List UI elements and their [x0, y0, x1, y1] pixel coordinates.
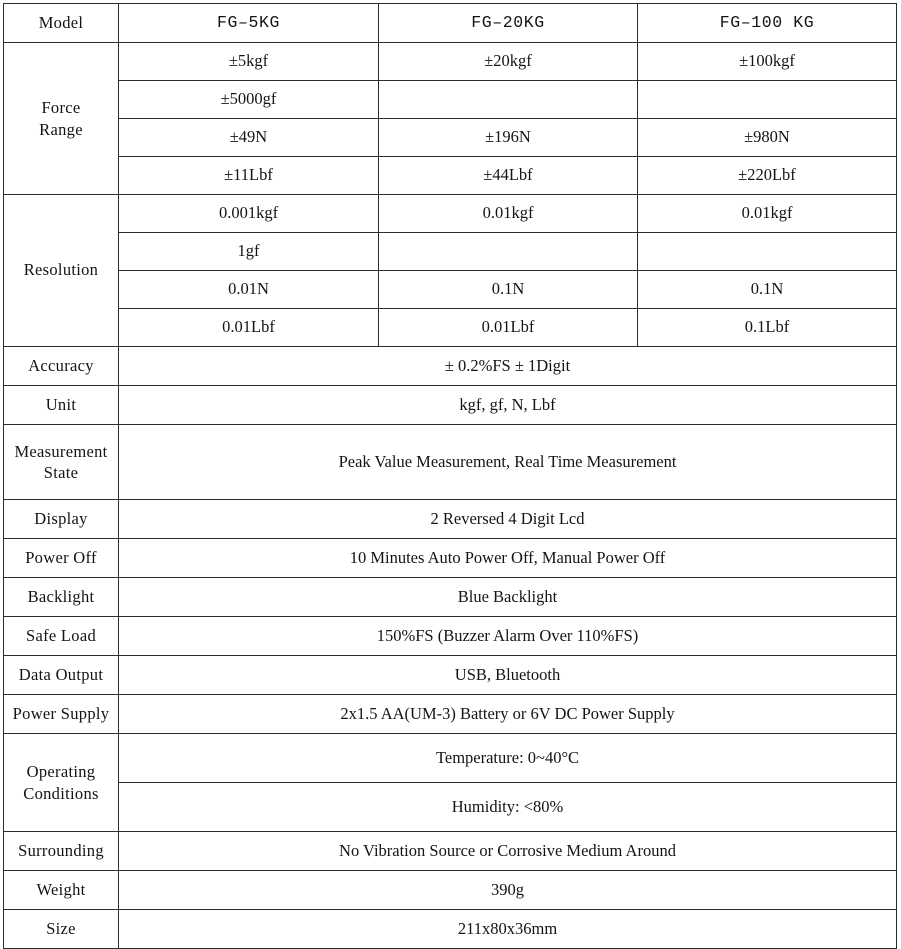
resolution-r4-c1: 0.01Lbf: [119, 309, 379, 347]
row-label-safe-load: Safe Load: [4, 617, 119, 656]
force-range-r1-c3: ±100kgf: [638, 43, 897, 81]
resolution-r4-c2: 0.01Lbf: [379, 309, 638, 347]
row-label-weight: Weight: [4, 871, 119, 910]
force-range-r2-c1: ±5000gf: [119, 81, 379, 119]
force-range-r2-c3: [638, 81, 897, 119]
resolution-r1-c1: 0.001kgf: [119, 195, 379, 233]
row-label-measurement-state: [4, 425, 119, 500]
resolution-r1-c2: 0.01kgf: [379, 195, 638, 233]
surrounding-value: No Vibration Source or Corrosive Medium Around: [119, 832, 897, 871]
row-label-force-range: [4, 43, 119, 195]
force-range-r3-c2: ±196N: [379, 119, 638, 157]
resolution-r3-c3: 0.1N: [638, 271, 897, 309]
row-label-size: Size: [4, 910, 119, 949]
operating-conditions-temperature: Temperature: 0~40°C: [119, 734, 897, 783]
table-row-force-range-2: [4, 81, 897, 119]
force-range-label-line2: Range: [39, 119, 83, 139]
table-row-display: [4, 500, 897, 539]
display-value: 2 Reversed 4 Digit Lcd: [119, 500, 897, 539]
resolution-r2-c3: [638, 233, 897, 271]
row-label-resolution: Resolution: [4, 195, 119, 347]
resolution-r3-c2: 0.1N: [379, 271, 638, 309]
row-label-surrounding: Surrounding: [4, 832, 119, 871]
weight-value: 390g: [119, 871, 897, 910]
table-row-force-range-4: [4, 157, 897, 195]
row-label-power-off: Power Off: [4, 539, 119, 578]
row-label-unit: Unit: [4, 386, 119, 425]
row-label-data-output: Data Output: [4, 656, 119, 695]
measurement-state-value: Peak Value Measurement, Real Time Measurement: [119, 425, 897, 500]
force-range-r4-c2: ±44Lbf: [379, 157, 638, 195]
table-row-resolution-4: [4, 309, 897, 347]
table-row-data-output: [4, 656, 897, 695]
force-range-label-line1: Force: [41, 98, 81, 118]
force-range-r2-c2: [379, 81, 638, 119]
row-label-operating-conditions: [4, 734, 119, 832]
table-row-model: [4, 4, 897, 43]
resolution-r1-c3: 0.01kgf: [638, 195, 897, 233]
table-row-power-supply: [4, 695, 897, 734]
table-row-surrounding: [4, 832, 897, 871]
operating-conditions-label-line1: Operating: [26, 762, 96, 782]
specification-table: [3, 3, 897, 949]
model-fg20kg: FG‒20KG: [379, 4, 638, 43]
resolution-r2-c1: 1gf: [119, 233, 379, 271]
table-row-weight: [4, 871, 897, 910]
table-row-force-range-3: [4, 119, 897, 157]
accuracy-value: ± 0.2%FS ± 1Digit: [119, 347, 897, 386]
table-row-measurement-state: [4, 425, 897, 500]
table-row-safe-load: [4, 617, 897, 656]
row-label-model: Model: [4, 4, 119, 43]
row-label-display: Display: [4, 500, 119, 539]
row-label-backlight: Backlight: [4, 578, 119, 617]
backlight-value: Blue Backlight: [119, 578, 897, 617]
size-value: 211x80x36mm: [119, 910, 897, 949]
row-label-accuracy: Accuracy: [4, 347, 119, 386]
force-range-r4-c3: ±220Lbf: [638, 157, 897, 195]
safe-load-value: 150%FS (Buzzer Alarm Over 110%FS): [119, 617, 897, 656]
model-fg100kg: FG‒100 KG: [638, 4, 897, 43]
table-row-power-off: [4, 539, 897, 578]
operating-conditions-humidity: Humidity: <80%: [119, 783, 897, 832]
resolution-r3-c1: 0.01N: [119, 271, 379, 309]
power-off-value: 10 Minutes Auto Power Off, Manual Power Off: [119, 539, 897, 578]
table-row-size: [4, 910, 897, 949]
measurement-state-label-line1: Measurement: [14, 441, 108, 461]
table-row-backlight: [4, 578, 897, 617]
data-output-value: USB, Bluetooth: [119, 656, 897, 695]
force-range-r1-c1: ±5kgf: [119, 43, 379, 81]
force-range-r3-c1: ±49N: [119, 119, 379, 157]
row-label-power-supply: Power Supply: [4, 695, 119, 734]
force-range-r1-c2: ±20kgf: [379, 43, 638, 81]
table-row-accuracy: [4, 347, 897, 386]
table-row-operating-conditions-temperature: [4, 734, 897, 783]
table-row-force-range-1: [4, 43, 897, 81]
unit-value: kgf, gf, N, Lbf: [119, 386, 897, 425]
table-row-resolution-3: [4, 271, 897, 309]
power-supply-value: 2x1.5 AA(UM-3) Battery or 6V DC Power Supply: [119, 695, 897, 734]
measurement-state-label-line2: State: [43, 463, 79, 482]
resolution-r2-c2: [379, 233, 638, 271]
force-range-r3-c3: ±980N: [638, 119, 897, 157]
table-row-resolution-2: [4, 233, 897, 271]
table-row-resolution-1: [4, 195, 897, 233]
resolution-r4-c3: 0.1Lbf: [638, 309, 897, 347]
model-fg5kg: FG‒5KG: [119, 4, 379, 43]
table-row-unit: [4, 386, 897, 425]
table-row-operating-conditions-humidity: [4, 783, 897, 832]
force-range-r4-c1: ±11Lbf: [119, 157, 379, 195]
operating-conditions-label-line2: Conditions: [23, 783, 99, 803]
